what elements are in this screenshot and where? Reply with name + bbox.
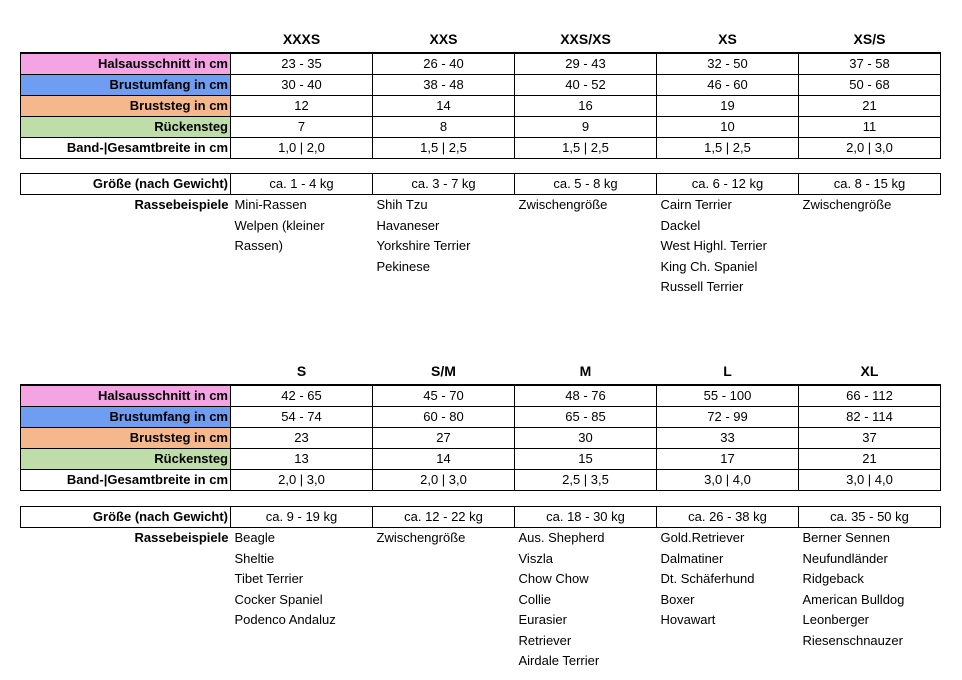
value-cell: 50 - 68 xyxy=(799,75,941,96)
row-weight xyxy=(21,507,941,528)
breed-item: Cairn Terrier xyxy=(660,197,732,212)
breed-item: Sheltie xyxy=(234,550,275,566)
breed-item: Berner Sennen xyxy=(802,530,890,545)
value-cell: 32 - 50 xyxy=(657,53,799,75)
breed-list xyxy=(799,528,941,672)
size-header: L xyxy=(723,363,732,379)
row-label-breastbar: Bruststeg in cm xyxy=(21,96,231,117)
value-cell: 23 - 35 xyxy=(231,53,373,75)
value-cell: 2,0 | 3,0 xyxy=(231,470,373,491)
breed-item: Leonberger xyxy=(802,612,869,627)
row-label-width: Band-|Gesamtbreite in cm xyxy=(21,138,231,159)
row-label-weight: Größe (nach Gewicht) xyxy=(21,174,231,195)
breed-item: Neufundländer xyxy=(802,550,888,566)
breed-item: Chow Chow xyxy=(518,571,589,586)
breed-item: Zwischengröße xyxy=(518,197,608,212)
row-breastbar xyxy=(21,96,941,117)
value-cell: 72 - 99 xyxy=(657,407,799,428)
value-cell: 2,5 | 3,5 xyxy=(515,470,657,491)
value-cell: 37 xyxy=(799,428,941,449)
size-header: S/M xyxy=(431,363,456,379)
value-cell: 33 xyxy=(657,428,799,449)
weight-cell: ca. 3 - 7 kg xyxy=(373,174,515,195)
row-label-chest: Brustumfang in cm xyxy=(21,75,231,96)
breed-list xyxy=(231,528,373,672)
breed-item: Aus. Shepherd xyxy=(518,530,605,545)
value-cell: 15 xyxy=(515,449,657,470)
row-label-chest: Brustumfang in cm xyxy=(21,407,231,428)
breed-list xyxy=(515,528,657,672)
value-cell: 17 xyxy=(657,449,799,470)
value-cell: 45 - 70 xyxy=(373,385,515,407)
breed-item: Zwischengröße xyxy=(802,197,892,212)
breed-item: Hovawart xyxy=(660,612,716,627)
breed-list xyxy=(373,195,515,298)
weight-cell: ca. 6 - 12 kg xyxy=(657,174,799,195)
header-spacer xyxy=(21,26,231,53)
value-cell: 27 xyxy=(373,428,515,449)
value-cell: 29 - 43 xyxy=(515,53,657,75)
row-label-width: Band-|Gesamtbreite in cm xyxy=(21,470,231,491)
value-cell: 40 - 52 xyxy=(515,75,657,96)
row-weight xyxy=(21,174,941,195)
breed-item: American Bulldog xyxy=(802,591,905,607)
row-neck xyxy=(21,53,941,75)
breed-list xyxy=(373,528,515,672)
value-cell: 46 - 60 xyxy=(657,75,799,96)
value-cell: 42 - 65 xyxy=(231,385,373,407)
size-header: XXXS xyxy=(282,31,321,47)
weight-cell: ca. 8 - 15 kg xyxy=(799,174,941,195)
value-cell: 3,0 | 4,0 xyxy=(657,470,799,491)
value-cell: 3,0 | 4,0 xyxy=(799,470,941,491)
size-header: S xyxy=(296,363,307,379)
weight-cell: ca. 1 - 4 kg xyxy=(231,174,373,195)
row-back xyxy=(21,449,941,470)
size-header: XL xyxy=(860,363,879,379)
breed-item: Beagle xyxy=(234,530,275,545)
size-header: M xyxy=(579,363,592,379)
breed-item: West Highl. Terrier xyxy=(660,238,767,253)
value-cell: 30 xyxy=(515,428,657,449)
breed-list xyxy=(657,195,799,298)
row-width xyxy=(21,470,941,491)
value-cell: 8 xyxy=(373,117,515,138)
row-back xyxy=(21,117,941,138)
row-chest xyxy=(21,407,941,428)
breed-item: Gold.Retriever xyxy=(660,530,745,545)
breed-item: Tibet Terrier xyxy=(234,571,304,586)
value-cell: 9 xyxy=(515,117,657,138)
breed-item: Yorkshire Terrier xyxy=(376,238,471,253)
value-cell: 1,0 | 2,0 xyxy=(231,138,373,159)
row-label-weight: Größe (nach Gewicht) xyxy=(21,507,231,528)
breed-item: Pekinese xyxy=(376,258,430,274)
breed-item: Cocker Spaniel xyxy=(234,591,323,607)
value-cell: 12 xyxy=(231,96,373,117)
breed-item: Havaneser xyxy=(376,217,440,233)
value-cell: 48 - 76 xyxy=(515,385,657,407)
value-cell: 11 xyxy=(799,117,941,138)
breed-item: King Ch. Spaniel xyxy=(660,258,758,274)
value-cell: 1,5 | 2,5 xyxy=(515,138,657,159)
breed-item: Dackel xyxy=(660,217,701,233)
weight-cell: ca. 12 - 22 kg xyxy=(373,507,515,528)
breed-item: Zwischengröße xyxy=(376,530,466,545)
size-header: XS xyxy=(718,31,737,47)
row-label-back: Rückensteg xyxy=(21,117,231,138)
value-cell: 1,5 | 2,5 xyxy=(373,138,515,159)
row-breastbar xyxy=(21,428,941,449)
value-cell: 10 xyxy=(657,117,799,138)
header-spacer xyxy=(21,358,231,385)
row-label-back: Rückensteg xyxy=(21,449,231,470)
weight-cell: ca. 26 - 38 kg xyxy=(657,507,799,528)
breed-item: Russell Terrier xyxy=(660,279,744,294)
breed-item: Eurasier xyxy=(518,612,567,627)
value-cell: 14 xyxy=(373,449,515,470)
breed-item: Ridgeback xyxy=(802,571,864,586)
weight-breed-table xyxy=(20,173,941,298)
row-label-neck: Halsausschnitt in cm xyxy=(21,385,231,407)
value-cell: 60 - 80 xyxy=(373,407,515,428)
breed-item: Collie xyxy=(518,591,552,607)
row-label-breeds: Rassebeispiele xyxy=(134,197,229,212)
value-cell: 54 - 74 xyxy=(231,407,373,428)
breed-item: Podenco Andaluz xyxy=(234,612,336,627)
size-header: XXS xyxy=(429,31,458,47)
value-cell: 13 xyxy=(231,449,373,470)
row-label-breeds: Rassebeispiele xyxy=(134,530,229,545)
value-cell: 19 xyxy=(657,96,799,117)
value-cell: 30 - 40 xyxy=(231,75,373,96)
measurement-table xyxy=(20,358,941,491)
value-cell: 7 xyxy=(231,117,373,138)
value-cell: 2,0 | 3,0 xyxy=(799,138,941,159)
value-cell: 21 xyxy=(799,449,941,470)
breed-item: Viszla xyxy=(518,550,553,566)
value-cell: 26 - 40 xyxy=(373,53,515,75)
value-cell: 14 xyxy=(373,96,515,117)
row-label-neck: Halsausschnitt in cm xyxy=(21,53,231,75)
row-breeds xyxy=(21,195,941,298)
size-table-2 xyxy=(20,358,940,491)
breed-item: Boxer xyxy=(660,591,695,607)
row-breeds xyxy=(21,528,941,672)
breed-list xyxy=(657,528,799,672)
breed-item: Mini-Rassen xyxy=(234,197,307,212)
breed-item: Airdale Terrier xyxy=(518,653,600,668)
value-cell: 55 - 100 xyxy=(657,385,799,407)
value-cell: 16 xyxy=(515,96,657,117)
size-header: XS/S xyxy=(853,31,886,47)
row-chest xyxy=(21,75,941,96)
breed-item: Shih Tzu xyxy=(376,197,428,212)
weight-cell: ca. 9 - 19 kg xyxy=(231,507,373,528)
weight-cell: ca. 18 - 30 kg xyxy=(515,507,657,528)
value-cell: 1,5 | 2,5 xyxy=(657,138,799,159)
size-header: XXS/XS xyxy=(560,31,611,47)
value-cell: 37 - 58 xyxy=(799,53,941,75)
row-neck xyxy=(21,385,941,407)
value-cell: 21 xyxy=(799,96,941,117)
breed-list xyxy=(515,195,657,298)
breed-item: Dalmatiner xyxy=(660,550,724,566)
weight-cell: ca. 35 - 50 kg xyxy=(799,507,941,528)
value-cell: 82 - 114 xyxy=(799,407,941,428)
value-cell: 38 - 48 xyxy=(373,75,515,96)
value-cell: 2,0 | 3,0 xyxy=(373,470,515,491)
row-label-breastbar: Bruststeg in cm xyxy=(21,428,231,449)
size-table-1 xyxy=(20,26,940,159)
measurement-table xyxy=(20,26,941,159)
breed-item: Retriever xyxy=(518,632,572,648)
weight-table-2 xyxy=(20,506,940,672)
weight-breed-table xyxy=(20,506,941,672)
breed-item: Welpen (kleiner xyxy=(234,217,325,233)
row-width xyxy=(21,138,941,159)
weight-cell: ca. 5 - 8 kg xyxy=(515,174,657,195)
breed-item: Riesenschnauzer xyxy=(802,632,903,648)
value-cell: 23 xyxy=(231,428,373,449)
value-cell: 65 - 85 xyxy=(515,407,657,428)
breed-item: Dt. Schäferhund xyxy=(660,571,755,586)
breed-list xyxy=(799,195,941,298)
value-cell: 66 - 112 xyxy=(799,385,941,407)
breed-item: Rassen) xyxy=(234,238,283,253)
weight-table-1 xyxy=(20,173,940,298)
breed-list xyxy=(231,195,373,298)
